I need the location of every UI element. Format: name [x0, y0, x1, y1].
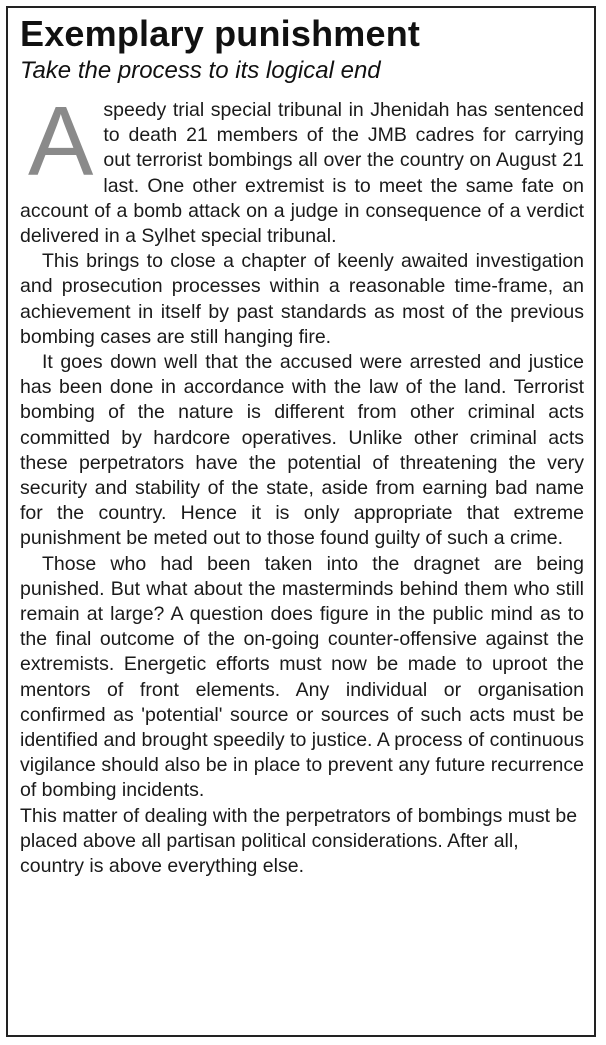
paragraph-5: This matter of dealing with the perpetrators of bombings must be placed above all partisan political considerations. After all, country is above everything else. [20, 804, 578, 878]
paragraph-1-text: speedy trial special tribunal in Jhenidah has sentenced to death 21 members of the JMB cadres for carrying out terrorist bombings all over the country on August 21 last. One other extremist is to meet the same fate on account of a bomb attack on a judge in consequence of a verdict delivered in a Sylhet special tribunal. [20, 99, 584, 248]
paragraph-3: It goes down well that the accused were arrested and justice has been done in accordance with the law of the land. Terrorist bombing of the nature is different from other criminal acts committed by hardcore operatives. Unlike other criminal acts these perpetrators have the potential of threatening the very security and stability of the state, aside from earning bad name for the country. Hence it is only appropriate that extreme punishment be meted out to those found guilty of such a crime. [20, 351, 584, 550]
subheadline: Take the process to its logical end [20, 57, 381, 84]
headline: Exemplary punishment [20, 13, 421, 54]
paragraph-1 [20, 86, 584, 249]
paragraph-4: Those who had been taken into the dragnet are being punished. But what about the masterminds behind them who still remain at large? A question does figure in the public mind as to the final outcome of the on-going counter-offensive against the extremists. Energetic efforts must now be made to uproot the mentors of front elements. Any individual or organisation confirmed as 'potential' source or sources of such acts must be identified and brought speedily to justice. A process of continuous vigilance should also be in place to prevent any future recurrence of bombing incidents. [20, 552, 584, 802]
article-body [20, 86, 584, 879]
paragraph-2: This brings to close a chapter of keenly awaited investigation and prosecution processes within a reasonable time-frame, an achievement in itself by past standards as most of the previous bombing cases are still hanging fire. [20, 250, 584, 348]
drop-cap: A [28, 86, 94, 196]
editorial-article [6, 6, 596, 1037]
